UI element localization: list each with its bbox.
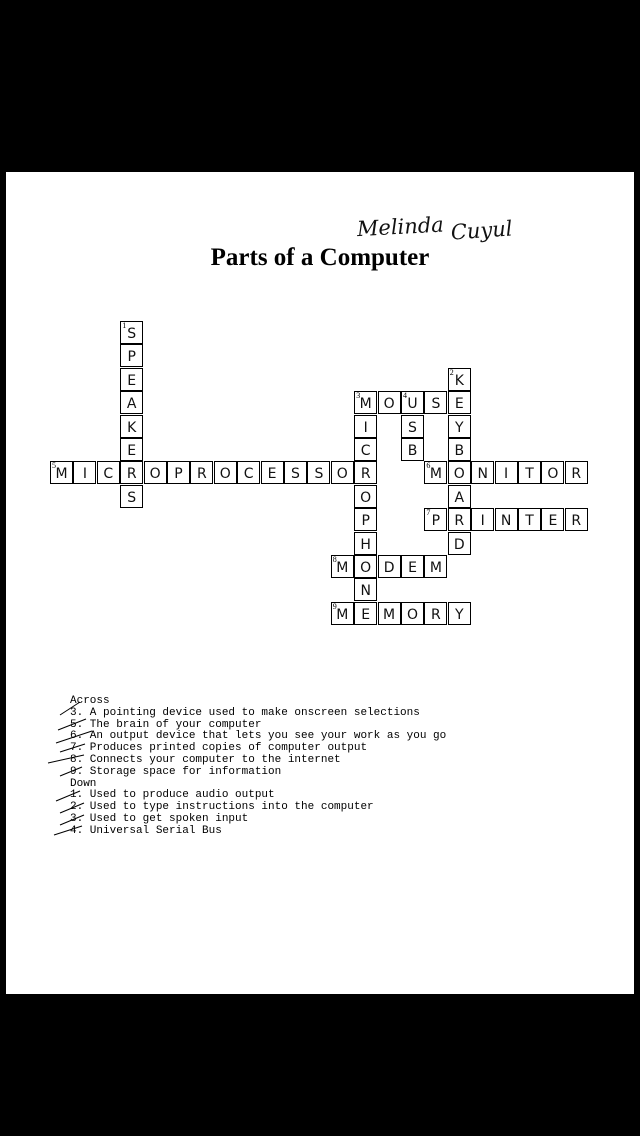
handwritten-letter: M [383,606,396,623]
clue-number: 9 [332,601,337,611]
down-header: Down [70,777,97,790]
crossword-cell[interactable] [424,602,447,625]
crossword-cell[interactable] [448,485,471,508]
crossword-cell[interactable] [261,461,284,484]
across-clue: 5. The brain of your computer [70,718,262,731]
handwritten-letter: E [361,606,371,623]
crossword-cell[interactable] [354,485,377,508]
handwritten-letter: E [267,466,277,483]
handwritten-letter: O [336,466,348,483]
clue-number: 6 [426,461,431,471]
crossword-cell[interactable] [401,602,424,625]
handwritten-letter: D [383,560,395,576]
crossword-cell[interactable] [401,555,424,578]
crossword-cell[interactable] [190,461,213,484]
crossword-cell[interactable] [214,461,237,484]
crossword-cell[interactable] [120,415,143,438]
crossword-cell[interactable] [284,461,307,484]
handwritten-letter: M [336,560,349,576]
crossword-cell[interactable] [448,602,471,625]
crossword-cell[interactable] [424,508,447,531]
crossword-cell[interactable] [565,461,588,484]
crossword-cell[interactable] [331,555,354,578]
handwritten-letter: C [103,466,114,483]
handwritten-letter: R [454,513,465,530]
across-clue: 7. Produces printed copies of computer output [70,742,368,755]
handwritten-letter: R [431,606,441,623]
clue-number: 8 [332,555,337,564]
handwritten-letter: E [548,513,558,530]
crossword-cell[interactable] [448,368,471,391]
handwritten-letter: R [197,466,207,483]
handwritten-letter: H [360,536,371,553]
crossword-cell[interactable] [471,461,494,484]
handwritten-letter: O [547,466,559,483]
crossword-cell[interactable] [354,602,377,625]
down-clue: 4. Universal Serial Bus [70,824,222,837]
handwritten-letter: M [429,560,442,576]
handwritten-letter: M [336,606,349,623]
handwritten-letter: S [127,489,137,506]
clue-number: 7 [426,508,431,518]
handwritten-letter: R [126,466,137,483]
handwritten-letter: E [127,443,137,459]
down-clue: 2. Used to type instructions into the computer [70,801,374,814]
crossword-cell[interactable] [120,344,143,367]
crossword-cell[interactable] [354,461,377,484]
crossword-cell[interactable] [120,461,143,484]
crossword-cell[interactable] [518,461,541,484]
handwritten-letter: O [149,466,161,483]
crossword-cell[interactable] [73,461,96,484]
crossword-cell[interactable] [424,461,447,484]
handwritten-letter: P [127,349,136,366]
crossword-cell[interactable] [378,555,401,578]
crossword-cell[interactable] [307,461,330,484]
handwritten-letter: Y [455,419,464,436]
clue-number: 1 [122,321,127,330]
svg-text:Melinda: Melinda [356,212,445,242]
handwritten-letter: R [571,513,582,530]
across-clue: 6. An output device that lets you see your work as you go [70,730,447,743]
crossword-cell[interactable] [167,461,190,484]
handwritten-letter: O [360,560,372,576]
handwritten-letter: R [571,466,582,483]
handwritten-letter: T [525,513,534,530]
handwritten-letter: O [383,396,395,413]
clue-number: 5 [52,461,56,471]
crossword-cell[interactable] [448,391,471,414]
crossword-cell[interactable] [448,461,471,484]
crossword-cell[interactable] [331,602,354,625]
handwritten-letter: I [82,466,87,483]
handwritten-letter: E [408,560,417,576]
crossword-cell[interactable] [120,438,143,461]
handwritten-letter: K [127,419,137,436]
handwritten-letter: C [243,466,254,483]
handwritten-letter: P [174,466,183,483]
handwritten-letter: Y [455,606,464,623]
crossword-cell[interactable] [448,415,471,438]
handwritten-letter: O [406,606,419,623]
across-header: Across [70,695,110,707]
across-clue: 8. Connects your computer to the internet [70,753,341,766]
crossword-cell[interactable] [354,578,377,601]
handwritten-letter: I [504,466,509,483]
crossword-cell[interactable] [120,391,143,414]
handwritten-letter: M [55,466,68,483]
crossword-cell[interactable] [448,508,471,531]
crossword-cell[interactable] [401,415,424,438]
handwritten-letter: S [127,326,137,342]
handwritten-letter: A [454,489,465,506]
crossword-cell[interactable] [448,438,471,461]
handwritten-letter: B [407,443,418,459]
crossword-cell[interactable] [354,415,377,438]
crossword-cell[interactable] [354,508,377,531]
crossword-cell[interactable] [471,508,494,531]
handwritten-letter: I [480,513,485,530]
svg-text:Cuyul: Cuyul [450,216,514,245]
crossword-cell[interactable] [50,461,73,484]
clue-list [70,696,446,838]
crossword-cell[interactable] [565,508,588,531]
crossword-cell[interactable] [541,508,564,531]
handwritten-letter: A [126,396,137,413]
crossword-cell[interactable] [354,532,377,555]
handwritten-letter: P [361,513,370,530]
handwritten-letter: U [407,396,418,413]
crossword-cell[interactable] [495,508,518,531]
handwritten-letter: N [360,583,371,600]
handwritten-letter: K [454,372,464,389]
crossword-cell[interactable] [424,391,447,414]
handwritten-letter: O [219,466,231,483]
crossword-cell[interactable] [378,602,401,625]
crossword-cell[interactable] [97,461,120,484]
handwritten-letter: I [363,419,368,436]
clue-number: 3 [356,391,361,401]
handwritten-letter: M [359,396,372,413]
crossword-cell[interactable] [237,461,260,484]
crossword-cell[interactable] [144,461,167,484]
handwritten-letter: S [408,419,417,436]
handwritten-letter: S [431,396,441,413]
handwritten-letter: S [291,466,300,483]
crossword-cell[interactable] [448,532,471,555]
crossword-cell[interactable] [495,461,518,484]
crossword-cell[interactable] [354,555,377,578]
handwritten-letter: C [360,443,371,459]
across-clue: 9. Storage space for information [70,765,282,778]
down-clue: 3. Used to get spoken input [70,812,249,825]
handwritten-letter: S [314,466,324,483]
handwritten-letter: P [431,513,441,530]
handwritten-letter: M [429,466,442,483]
crossword-cell[interactable] [541,461,564,484]
crossword-cell[interactable] [120,368,143,391]
crossword-cell[interactable] [120,485,143,508]
handwritten-letter: T [525,466,534,483]
handwritten-letter: N [500,513,512,530]
handwritten-letter: O [360,489,372,506]
crossword-cell[interactable] [354,391,377,414]
crossword-cell[interactable] [378,391,401,414]
handwritten-letter: E [454,396,464,413]
clue-number: 2 [449,367,454,377]
handwritten-letter: O [453,466,465,483]
crossword-cell[interactable] [331,461,354,484]
handwritten-letter: D [453,536,465,553]
handwritten-letter: E [127,372,137,389]
handwritten-letter: N [477,466,488,483]
handwritten-letter: R [360,466,371,483]
crossword-cell[interactable] [401,438,424,461]
page-title: Parts of a Computer [210,244,430,271]
clue-number: 4 [403,391,407,401]
crossword-cell[interactable] [354,438,377,461]
handwritten-letter: B [454,443,465,459]
across-clue: 3. A pointing device used to make onscreen selections [70,706,420,719]
crossword-cell[interactable] [401,391,424,414]
crossword-cell[interactable] [424,555,447,578]
crossword-cell[interactable] [518,508,541,531]
crossword-cell[interactable] [120,321,143,344]
down-clue: 1. Used to produce audio output [70,789,275,802]
